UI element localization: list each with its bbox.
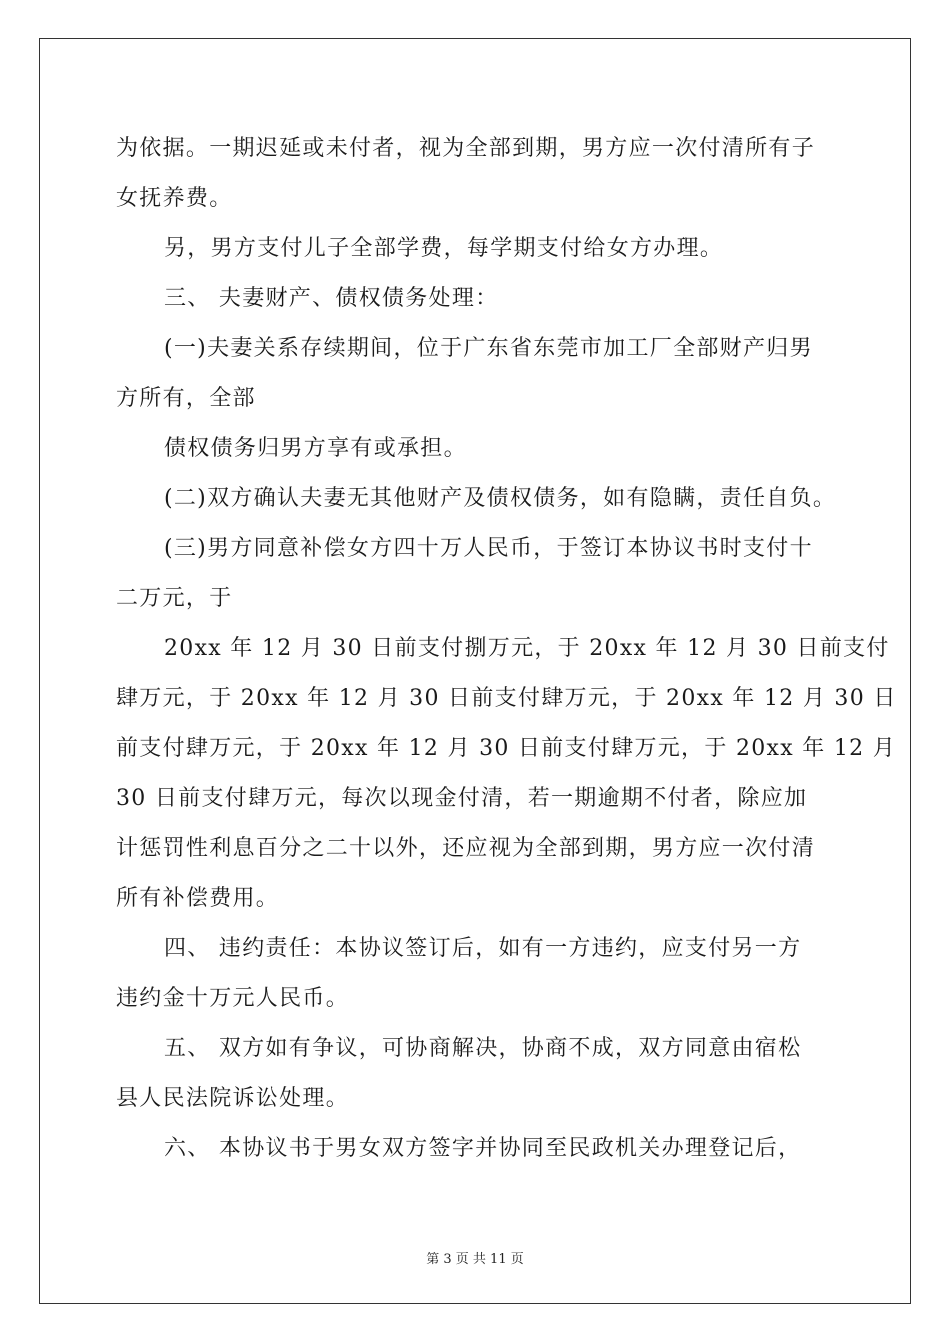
text-line: (一)夫妻关系存续期间，位于广东省东莞市加工厂全部财产归男	[164, 336, 813, 361]
text-line: 二万元，于	[116, 586, 233, 611]
text-line: (三)男方同意补偿女方四十万人民币，于签订本协议书时支付十	[164, 536, 813, 561]
text-line: 30 日前支付肆万元，每次以现金付清，若一期逾期不付者，除应加	[116, 786, 808, 811]
text-line: 20xx 年 12 月 30 日前支付捌万元，于 20xx 年 12 月 30 日前支付	[164, 636, 890, 661]
text-line: 三、 夫妻财产、债权债务处理：	[164, 286, 499, 311]
page-number: 第 3 页 共 11 页	[426, 1252, 524, 1267]
document-body	[116, 124, 897, 1174]
text-line: 四、 违约责任：本协议签订后，如有一方违约，应支付另一方	[164, 936, 802, 961]
text-line: 肆万元，于 20xx 年 12 月 30 日前支付肆万元，于 20xx 年 12 月 30 日	[116, 686, 897, 711]
text-line: 计惩罚性利息百分之二十以外，还应视为全部到期，男方应一次付清	[116, 836, 816, 861]
text-line: 六、 本协议书于男女双方签字并协同至民政机关办理登记后，	[164, 1136, 802, 1161]
text-line: 为依据。一期迟延或未付者，视为全部到期，男方应一次付清所有子	[116, 136, 816, 161]
text-line: 方所有，全部	[116, 386, 256, 411]
text-line: 所有补偿费用。	[116, 886, 280, 911]
text-line: 违约金十万元人民币。	[116, 986, 350, 1011]
text-line: 女抚养费。	[116, 186, 233, 211]
text-line: 另，男方支付儿子全部学费，每学期支付给女方办理。	[164, 236, 724, 261]
text-line: 五、 双方如有争议，可协商解决，协商不成，双方同意由宿松	[164, 1036, 802, 1061]
text-line: (二)双方确认夫妻无其他财产及债权债务，如有隐瞒，责任自负。	[164, 486, 837, 511]
text-line: 前支付肆万元，于 20xx 年 12 月 30 日前支付肆万元，于 20xx 年 12 月	[116, 736, 897, 761]
text-line: 县人民法院诉讼处理。	[116, 1086, 350, 1111]
text-line: 债权债务归男方享有或承担。	[164, 436, 467, 461]
